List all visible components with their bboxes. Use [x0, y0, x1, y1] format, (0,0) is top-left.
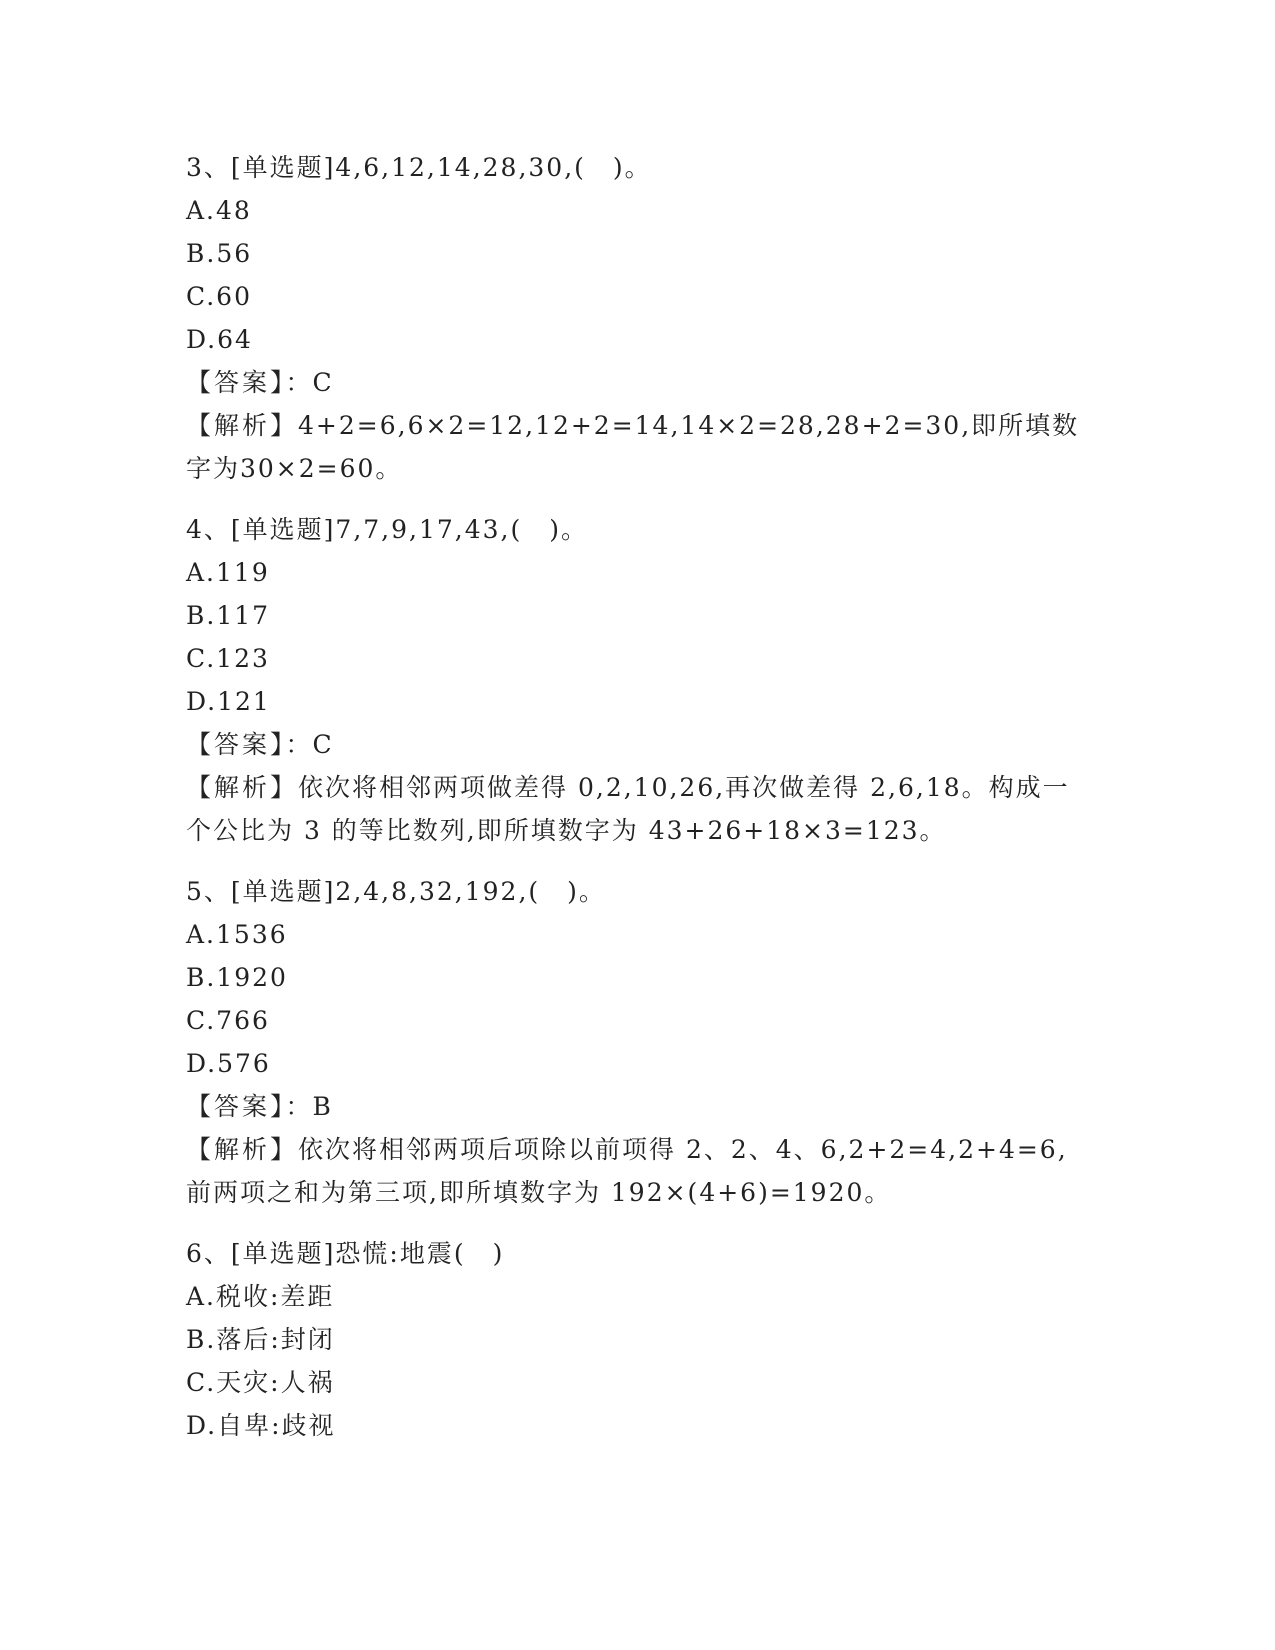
question-stem: 3、[单选题]4,6,12,14,28,30,( )。: [186, 153, 652, 182]
question-stem: 4、[单选题]7,7,9,17,43,( )。: [186, 515, 588, 544]
option-a: A.税收:差距: [186, 1282, 335, 1311]
answer-line: [186, 361, 1086, 404]
option-b: B.落后:封闭: [186, 1325, 335, 1354]
question-stem: 5、[单选题]2,4,8,32,192,( )。: [186, 877, 606, 906]
exam-page: [186, 146, 1086, 1465]
option-c: C.123: [186, 644, 270, 673]
option-a: A.1536: [186, 920, 288, 949]
answer-value: ：C: [285, 368, 334, 397]
answer-line: [186, 1085, 1086, 1128]
answer-label: 【答案】: [186, 1092, 286, 1121]
analysis-line: [186, 1128, 1086, 1214]
option-c: C.天灾:人祸: [186, 1368, 335, 1397]
answer-label: 【答案】: [186, 730, 286, 759]
question-stem: 6、[单选题]恐慌:地震( ): [186, 1239, 505, 1268]
option-a: A.119: [186, 558, 270, 587]
analysis-line: [186, 404, 1086, 490]
analysis-text: 依次将相邻两项做差得 0,2,10,26,再次做差得 2,6,18。构成一个公比为 3 的等比数列,即所填数字为 43+26+18×3=123。: [186, 773, 1070, 845]
analysis-line: [186, 766, 1086, 852]
option-a: A.48: [186, 196, 252, 225]
analysis-text: 依次将相邻两项后项除以前项得 2、2、4、6,2+2=4,2+4=6,前两项之和为第三项,即所填数字为 192×(4+6)=1920。: [186, 1135, 1068, 1207]
option-b: B.1920: [186, 963, 288, 992]
answer-label: 【答案】: [186, 368, 286, 397]
option-d: D.自卑:歧视: [186, 1411, 336, 1440]
question-5: [186, 870, 1086, 1214]
answer-value: ：C: [285, 730, 334, 759]
option-b: B.56: [186, 239, 253, 268]
option-d: D.121: [186, 687, 271, 716]
option-d: D.576: [186, 1049, 271, 1078]
analysis-label: 【解析】: [186, 1135, 299, 1164]
answer-line: [186, 723, 1086, 766]
option-c: C.766: [186, 1006, 270, 1035]
analysis-label: 【解析】: [186, 773, 299, 802]
analysis-text: 4+2=6,6×2=12,12+2=14,14×2=28,28+2=30,即所填数字为30×2=60。: [186, 411, 1080, 483]
question-6: [186, 1232, 1086, 1447]
question-4: [186, 508, 1086, 852]
option-d: D.64: [186, 325, 253, 354]
option-b: B.117: [186, 601, 271, 630]
answer-value: ：B: [285, 1092, 333, 1121]
question-3: [186, 146, 1086, 490]
option-c: C.60: [186, 282, 252, 311]
analysis-label: 【解析】: [186, 411, 299, 440]
